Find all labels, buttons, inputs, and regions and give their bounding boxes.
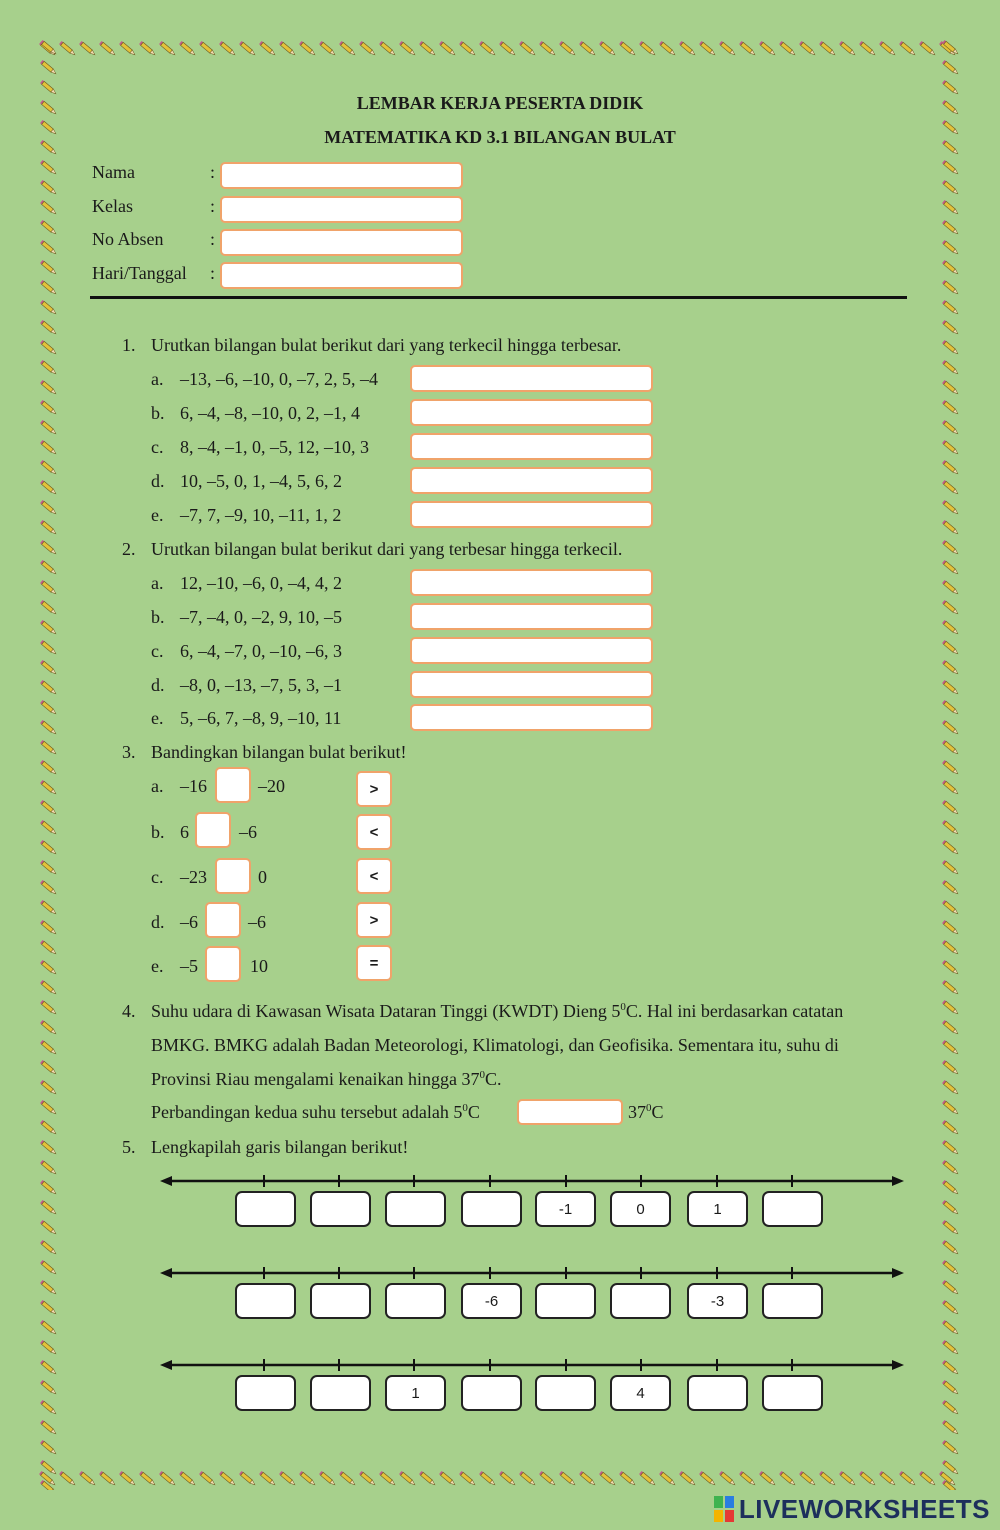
- q3-left-number: –5: [180, 956, 198, 976]
- degree-sup: 0: [620, 1001, 626, 1013]
- class-label: Kelas: [92, 196, 133, 216]
- q4-text: C.: [484, 1069, 502, 1089]
- number-line-answer-input[interactable]: [235, 1191, 296, 1227]
- q1-text: Urutkan bilangan bulat berikut dari yang terkecil hingga terbesar.: [151, 335, 622, 355]
- q1-item-letter: b.: [151, 403, 165, 423]
- arrow-right-icon: [892, 1360, 904, 1370]
- colon: :: [210, 162, 216, 182]
- arrow-left-icon: [160, 1268, 172, 1278]
- q3-item-letter: a.: [151, 776, 164, 796]
- worksheet-subtitle: MATEMATIKA KD 3.1 BILANGAN BULAT: [324, 127, 676, 147]
- less-than-option[interactable]: <: [356, 858, 392, 894]
- q3-text: Bandingkan bilangan bulat berikut!: [151, 742, 407, 762]
- q3-left-number: –6: [180, 912, 198, 932]
- q3-right-number: 10: [250, 956, 268, 976]
- q2-item-letter: c.: [151, 641, 164, 661]
- q2-item-letter: e.: [151, 708, 164, 728]
- number-line-answer-input[interactable]: [235, 1283, 296, 1319]
- q1-item-letter: d.: [151, 471, 165, 491]
- q3-item-letter: b.: [151, 822, 165, 842]
- number-line-value: 1: [385, 1375, 446, 1411]
- equal-option[interactable]: =: [356, 945, 392, 981]
- arrow-left-icon: [160, 1176, 172, 1186]
- q2-number: 2.: [122, 539, 136, 559]
- q5-number: 5.: [122, 1137, 136, 1157]
- q1-item-text: 8, –4, –1, 0, –5, 12, –10, 3: [180, 437, 369, 457]
- arrow-right-icon: [892, 1176, 904, 1186]
- q2-text: Urutkan bilangan bulat berikut dari yang terbesar hingga terkecil.: [151, 539, 623, 559]
- q4-text: C: [651, 1102, 664, 1122]
- q1-item-text: –13, –6, –10, 0, –7, 2, 5, –4: [180, 369, 378, 389]
- number-line-value: -6: [461, 1283, 522, 1319]
- q3-right-number: 0: [258, 867, 267, 887]
- q4-text: 37: [628, 1102, 646, 1122]
- number-line-answer-input[interactable]: [235, 1375, 296, 1411]
- q3-left-number: –23: [180, 867, 207, 887]
- q4-number: 4.: [122, 1001, 136, 1021]
- q3-item-letter: c.: [151, 867, 164, 887]
- absence-number-label: No Absen: [92, 229, 164, 249]
- arrow-right-icon: [892, 1268, 904, 1278]
- number-line-value: 0: [610, 1191, 671, 1227]
- colon: :: [210, 229, 216, 249]
- q2-item-letter: d.: [151, 675, 165, 695]
- q4-text: Perbandingan kedua suhu tersebut adalah 5: [151, 1102, 463, 1122]
- number-line-answer-input[interactable]: [687, 1375, 748, 1411]
- degree-sup: 0: [462, 1102, 468, 1114]
- q4-text: Provinsi Riau mengalami kenaikan hingga 37: [151, 1069, 480, 1089]
- date-label: Hari/Tanggal: [92, 263, 187, 283]
- q3-left-number: –16: [180, 776, 207, 796]
- q2-item-text: 5, –6, 7, –8, 9, –10, 11: [180, 708, 342, 728]
- number-line-answer-input[interactable]: [535, 1283, 596, 1319]
- q1-item-text: –7, 7, –9, 10, –11, 1, 2: [180, 505, 342, 525]
- q1-item-letter: e.: [151, 505, 164, 525]
- colon: :: [210, 196, 216, 216]
- q2-item-letter: b.: [151, 607, 165, 627]
- degree-sup: 0: [646, 1102, 652, 1114]
- q1-number: 1.: [122, 335, 136, 355]
- greater-than-option[interactable]: >: [356, 771, 392, 807]
- q1-item-text: 6, –4, –8, –10, 0, 2, –1, 4: [180, 403, 360, 423]
- q2-item-letter: a.: [151, 573, 164, 593]
- number-line-answer-input[interactable]: [461, 1375, 522, 1411]
- number-line-value: -1: [535, 1191, 596, 1227]
- q4-text: C. Hal ini berdasarkan catatan: [625, 1001, 844, 1021]
- number-line-answer-input[interactable]: [535, 1375, 596, 1411]
- less-than-option[interactable]: <: [356, 814, 392, 850]
- number-line-answer-input[interactable]: [762, 1283, 823, 1319]
- brand-name: LIVEWORKSHEETS: [738, 1493, 990, 1524]
- number-line-answer-input[interactable]: [762, 1191, 823, 1227]
- number-line-answer-input[interactable]: [385, 1191, 446, 1227]
- arrow-left-icon: [160, 1360, 172, 1370]
- q4-line-2: BMKG. BMKG adalah Badan Meteorologi, Klimatologi, dan Geofisika. Sementara itu, suhu di: [151, 1035, 839, 1055]
- q4-text: C: [467, 1102, 480, 1122]
- name-label: Nama: [92, 162, 135, 182]
- q4-text: Suhu udara di Kawasan Wisata Dataran Tinggi (KWDT) Dieng 5: [151, 1001, 621, 1021]
- q3-right-number: –6: [239, 822, 257, 842]
- q1-item-letter: c.: [151, 437, 164, 457]
- q5-text: Lengkapilah garis bilangan berikut!: [151, 1137, 409, 1157]
- q1-item-text: 10, –5, 0, 1, –4, 5, 6, 2: [180, 471, 342, 491]
- q2-item-text: –7, –4, 0, –2, 9, 10, –5: [180, 607, 342, 627]
- q2-item-text: –8, 0, –13, –7, 5, 3, –1: [180, 675, 342, 695]
- number-line-value: 4: [610, 1375, 671, 1411]
- greater-than-option[interactable]: >: [356, 902, 392, 938]
- colon: :: [210, 263, 216, 283]
- number-line-value: 1: [687, 1191, 748, 1227]
- number-line-answer-input[interactable]: [461, 1191, 522, 1227]
- liveworksheets-logo: [713, 1494, 990, 1524]
- q3-right-number: –6: [248, 912, 266, 932]
- q3-right-number: –20: [258, 776, 285, 796]
- q3-item-letter: d.: [151, 912, 165, 932]
- degree-sup: 0: [479, 1069, 485, 1081]
- number-line-answer-input[interactable]: [310, 1283, 371, 1319]
- number-line-answer-input[interactable]: [310, 1375, 371, 1411]
- number-line-answer-input[interactable]: [610, 1283, 671, 1319]
- q3-left-number: 6: [180, 822, 189, 842]
- worksheet-title: LEMBAR KERJA PESERTA DIDIK: [356, 93, 644, 113]
- q2-item-text: 12, –10, –6, 0, –4, 4, 2: [180, 573, 342, 593]
- number-line-answer-input[interactable]: [310, 1191, 371, 1227]
- q2-item-text: 6, –4, –7, 0, –10, –6, 3: [180, 641, 342, 661]
- q1-item-letter: a.: [151, 369, 164, 389]
- q3-number: 3.: [122, 742, 136, 762]
- number-line-value: -3: [687, 1283, 748, 1319]
- number-line-answer-input[interactable]: [385, 1283, 446, 1319]
- number-line-answer-input[interactable]: [762, 1375, 823, 1411]
- liveworksheets-icon: [713, 1495, 735, 1523]
- q3-item-letter: e.: [151, 956, 164, 976]
